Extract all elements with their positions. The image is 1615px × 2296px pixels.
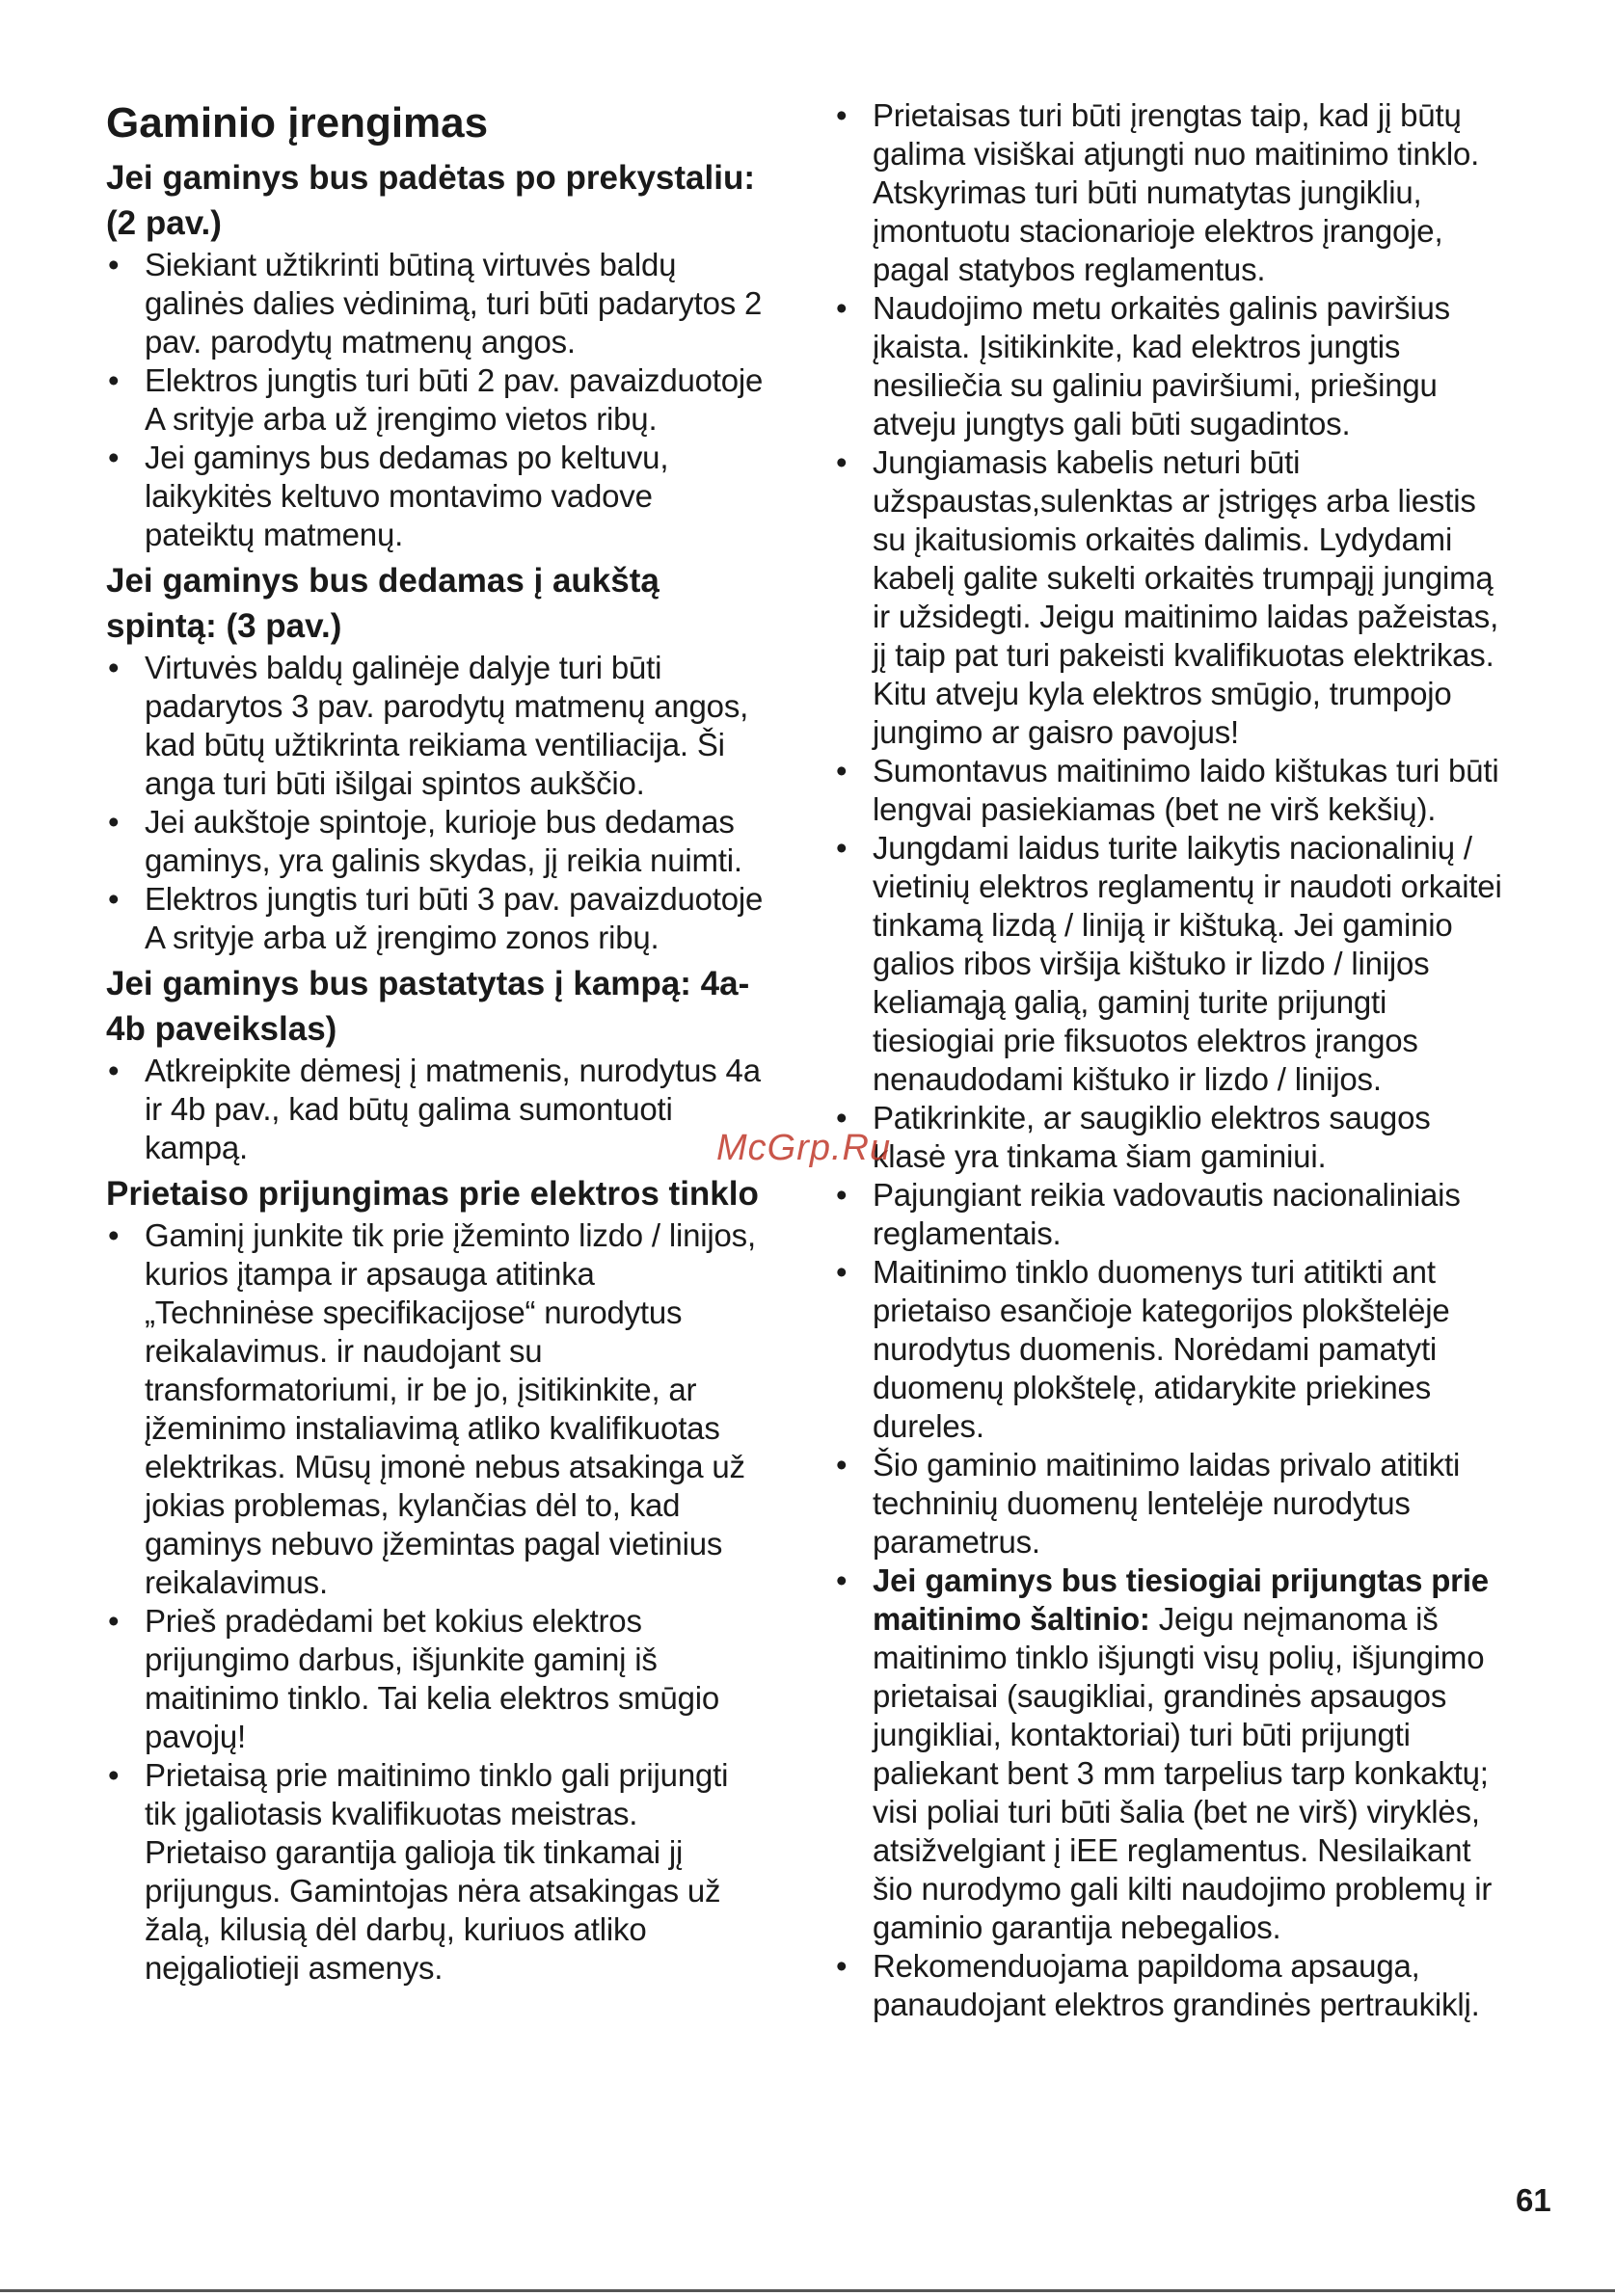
list-item: • Jei gaminys bus dedamas po keltuvu, laikykitės keltuvo montavimo vadove pateiktų matmenų. (106, 439, 767, 554)
page-number: 61 (1516, 2182, 1551, 2218)
watermark: McGrp.Ru (716, 1128, 892, 1168)
list-item: • Prieš pradėdami bet kokius elektros prijungimo darbus, išjunkite gaminį iš maitinimo tinklo. Tai kelia elektros smūgio pavojų! (106, 1602, 767, 1756)
list-item: • Prietaisą prie maitinimo tinklo gali prijungti tik įgaliotasis kvalifikuotas meistras. Prietaiso garantija galioja tik tinkamai jį prijungus. Gamintojas nėra atsakingas už žalą, kilusią dėl darbų, kuriuos atliko neįgaliotieji asmenys. (106, 1756, 767, 1988)
direct-connection-label: Jei gaminys bus tiesiogiai prijungtas prie maitinimo šaltinio: (873, 1562, 1489, 1637)
direct-connection-text: Jeigu neįmanoma iš maitinimo tinklo išjungti visų polių, išjungimo prietaisai (saugikliai, grandinės apsaugos jungikliai, kontaktoriai) turi būti prijungti paliekant bent 3 mm tarpelius tarp konkaktų; visi poliai turi būti šalia (bet ne virš) viryklės, atsižvelgiant į iEE reglamentus. Nesilaikant šio nurodymo gali kilti naudojimo problemų ir gaminio garantija nebegalios. (873, 1601, 1493, 1945)
section-heading-tall-cabinet: Jei gaminys bus dedamas į aukštą spintą: (3 pav.) (106, 562, 659, 645)
bullet-list (106, 1216, 767, 1988)
bullet-list (106, 649, 767, 957)
list-item: • Jei aukštoje spintoje, kurioje bus dedamas gaminys, yra galinis skydas, jį reikia nuimti. (106, 803, 767, 880)
list-item: • Gaminį junkite tik prie įžeminto lizdo / linijos, kurios įtampa ir apsauga atitinka „Techninėse specifikacijose“ nurodytus reikalavimus. ir naudojant su transformatoriumi, ir be jo, įsitikinkite, ar įžeminimo instaliavimą atliko kvalifikuotas elektrikas. Mūsų įmonė nebus atsakinga už jokias problemas, kylančias dėl to, kad gaminys nebuvo įžemintas pagal vietinius reikalavimus. (106, 1216, 767, 1602)
list-item: • Sumontavus maitinimo laido kištukas turi būti lengvai pasiekiamas (bet ne virš kekšių). (834, 752, 1509, 829)
left-column (106, 96, 767, 1988)
section-heading-under-counter: Jei gaminys bus padėtas po prekystaliu: (2 pav.) (106, 159, 755, 242)
list-item: • Šio gaminio maitinimo laidas privalo atitikti techninių duomenų lentelėje nurodytus parametrus. (834, 1446, 1509, 1562)
list-item-direct-connection (834, 1562, 1509, 1947)
list-item: • Maitinimo tinklo duomenys turi atitikti ant prietaiso esančioje kategorijos plokštelėje nurodytus duomenis. Norėdami pamatyti duomenų plokštelę, atidarykite priekines dureles. (834, 1253, 1509, 1446)
section-heading-corner: Jei gaminys bus pastatytas į kampą: 4a-4b paveikslas) (106, 965, 750, 1048)
bullet-list (106, 1052, 767, 1167)
bullet-list (834, 96, 1509, 2024)
list-item: • Atkreipkite dėmesį į matmenis, nurodytus 4a ir 4b pav., kad būtų galima sumontuoti kampą. (106, 1052, 767, 1167)
bottom-divider (0, 2289, 1615, 2292)
list-item: • Patikrinkite, ar saugiklio elektros saugos klasė yra tinkama šiam gaminiui. (834, 1099, 1509, 1176)
bullet-list (106, 246, 767, 554)
list-item: • Jungiamasis kabelis neturi būti užspaustas,sulenktas ar įstrigęs arba liestis su įkaitusiomis orkaitės dalimis. Lydydami kabelį galite sukelti orkaitės trumpąjį jungimą ir užsidegti. Jeigu maitinimo laidas pažeistas, jį taip pat turi pakeisti kvalifikuotas elektrikas. Kitu atveju kyla elektros smūgio, trumpojo jungimo ar gaisro pavojus! (834, 443, 1509, 752)
list-item: • Prietaisas turi būti įrengtas taip, kad jį būtų galima visiškai atjungti nuo maitinimo tinklo. Atskyrimas turi būti numatytas jungikliu, įmontuotu stacionarioje elektros įrangoje, pagal statybos reglamentus. (834, 96, 1509, 289)
list-item: • Siekiant užtikrinti būtiną virtuvės baldų galinės dalies vėdinimą, turi būti padarytos 2 pav. parodytų matmenų angos. (106, 246, 767, 361)
list-item: • Rekomenduojama papildoma apsauga, panaudojant elektros grandinės pertraukiklį. (834, 1947, 1509, 2024)
list-item: • Pajungiant reikia vadovautis nacionaliniais reglamentais. (834, 1176, 1509, 1253)
list-item: • Virtuvės baldų galinėje dalyje turi būti padarytos 3 pav. parodytų matmenų angos, kad būtų užtikrinta reikiama ventiliacija. Ši anga turi būti išilgai spintos aukščio. (106, 649, 767, 803)
section-heading-electrical-connection: Prietaiso prijungimas prie elektros tinklo (106, 1175, 759, 1213)
list-item: • Elektros jungtis turi būti 3 pav. pavaizduotoje A srityje arba už įrengimo zonos ribų. (106, 880, 767, 957)
page-title: Gaminio įrengimas (106, 99, 489, 147)
right-column (834, 96, 1509, 2024)
list-item: • Jungdami laidus turite laikytis nacionalinių / vietinių elektros reglamentų ir naudoti orkaitei tinkamą lizdą / liniją ir kištuką. Jei gaminio galios ribos viršija kištuko ir lizdo / linijos keliamąją galią, gaminį turite prijungti tiesiogiai prie fiksuotos elektros įrangos nenaudodami kištuko ir lizdo / linijos. (834, 829, 1509, 1099)
list-item: • Naudojimo metu orkaitės galinis paviršius įkaista. Įsitikinkite, kad elektros jungtis nesiliečia su galiniu paviršiumi, priešingu atveju jungtys gali būti sugadintos. (834, 289, 1509, 443)
list-item: • Elektros jungtis turi būti 2 pav. pavaizduotoje A srityje arba už įrengimo vietos ribų. (106, 361, 767, 439)
